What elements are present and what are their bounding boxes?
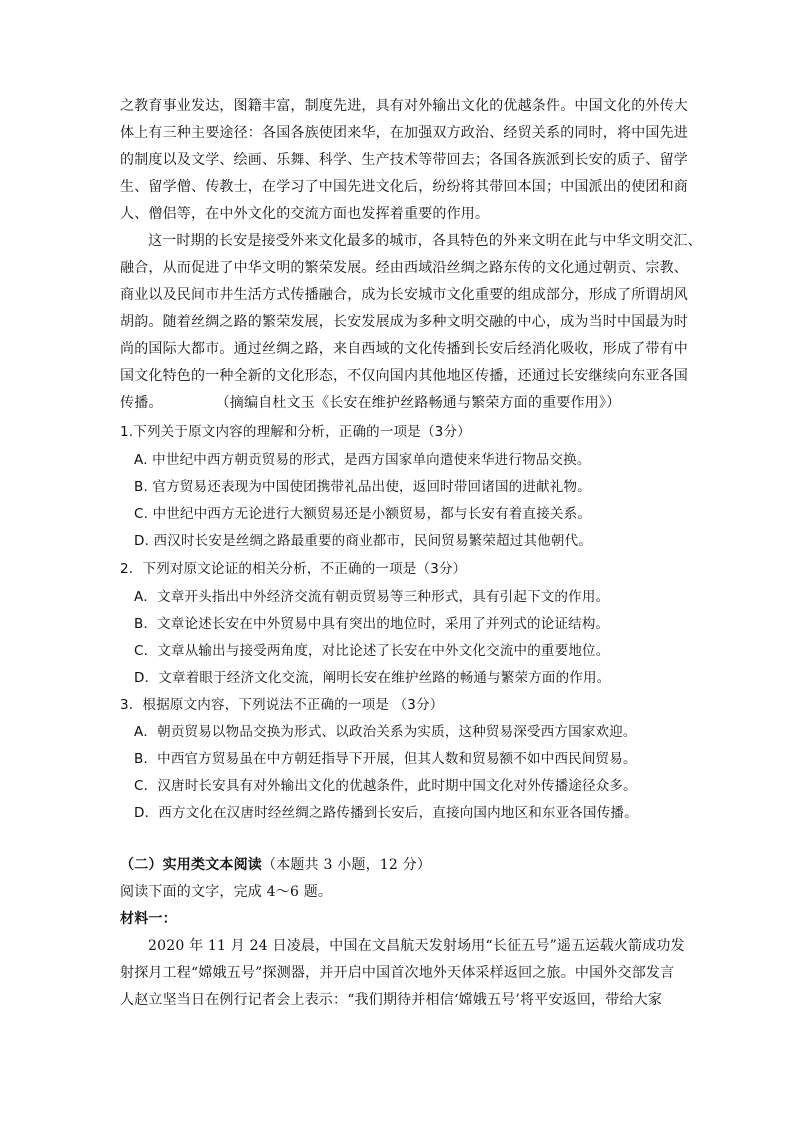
passage-line: 传播。 [120,395,163,411]
option-d: D．西方文化在汉唐时经丝绸之路传播到长安后，直接向国内地区和东亚各国传播。 [134,805,638,821]
option-b: B. 官方贸易还表现为中国使团携带礼品出使，返回时带回诸国的进献礼物。 [134,479,591,495]
option-d: D. 西汉时长安是丝绸之路最重要的商业都市，民间贸易繁荣超过其他朝代。 [134,533,592,549]
option-c: C．文章从输出与接受两角度，对比论述了长安在中外文化交流中的重要地位。 [134,643,610,659]
passage-line: 国文化特色的一种全新的文化形态，不仅向国内其他地区传播，还通过长安继续向东亚各国 [120,368,688,384]
passage-line: 之教育事业发达，图籍丰富，制度先进，具有对外输出文化的优越条件。中国文化的外传大 [120,98,688,114]
question-stem: 1.下列关于原文内容的理解和分析，正确的一项是（3分） [120,424,471,440]
option-c: C．汉唐时长安具有对外输出文化的优越条件，此时期中国文化对外传播途径众多。 [134,778,637,794]
option-d: D．文章着眼于经济文化交流，阐明长安在维护丝路的畅通与繁荣方面的作用。 [134,670,611,686]
option-b: B．文章论述长安在中外贸易中具有突出的地位时，采用了并列式的论证结构。 [134,616,610,632]
option-a: A．文章开头指出中外经济交流有朝贡贸易等三种形式，具有引起下文的作用。 [134,589,610,605]
passage-line: 商业以及民间市井生活方式传播融合，成为长安城市文化重要的组成部分，形成了所谓胡风 [120,287,688,303]
question-stem: 3．根据原文内容，下列说法不正确的一项是 （3分） [120,697,444,713]
passage-line: 这一时期的长安是接受外来文化最多的城市，各具特色的外来文明在此与中华文明交汇、 [148,233,702,249]
passage-line: 的制度以及文学、绘画、乐舞、科学、生产技术等带回去；各国各族派到长安的质子、留学 [120,152,688,168]
material-label: 材料一： [120,911,177,927]
section-title: （二）实用类文本阅读 [120,857,262,873]
section-note: （本题共 3 小题，12 分） [262,857,432,873]
option-c: C. 中世纪中西方无论进行大额贸易还是小额贸易，都与长安有着直接关系。 [134,506,592,522]
option-b: B．中西官方贸易虽在中方朝廷指导下开展，但其人数和贸易额不如中西民间贸易。 [134,751,637,767]
passage-last-line [120,393,680,413]
section-instruction: 阅读下面的文字，完成 4～6 题。 [120,884,333,900]
section-heading [120,855,680,875]
source-citation: （摘编自杜文玉《长安在维护丝路畅通与繁荣方面的重要作用》） [222,395,621,411]
material-line: 2020 年 11 月 24 日凌晨，中国在文昌航天发射场用“长征五号”遥五运载火箭成功发 [148,938,685,954]
passage-line: 尚的国际大都市。通过丝绸之路，来自西域的文化传播到长安后经消化吸收，形成了带有中 [120,341,688,357]
question-stem: 2．下列对原文论证的相关分析，不正确的一项是（3分） [120,561,467,577]
passage-line: 人、僧侣等，在中外文化的交流方面也发挥着重要的作用。 [120,206,490,222]
material-line: 人赵立坚当日在例行记者会上表示：“我们期待并相信‘嫦娥五号’将平安返回，带给大家 [120,992,663,1008]
option-a: A．朝贡贸易以物品交换为形式、以政治关系为实质，这种贸易深受西方国家欢迎。 [134,724,637,740]
passage-line: 生、留学僧、传教士，在学习了中国先进文化后，纷纷将其带回本国；中国派出的使团和商 [120,179,688,195]
passage-line: 融合，从而促进了中华文明的繁荣发展。经由西域沿丝绸之路东传的文化通过朝贡、宗教、 [120,260,688,276]
material-line: 射探月工程“嫦娥五号”探测器，并开启中国首次地外天体采样返回之旅。中国外交部发言 [120,965,675,981]
passage-line: 胡韵。随着丝绸之路的繁荣发展，长安发展成为多种文明交融的中心，成为当时中国最为时 [120,314,688,330]
option-a: A. 中世纪中西方朝贡贸易的形式，是西方国家单向遣使来华进行物品交换。 [134,452,591,468]
passage-line: 体上有三种主要途径：各国各族使团来华，在加强双方政治、经贸关系的同时，将中国先进 [120,125,688,141]
